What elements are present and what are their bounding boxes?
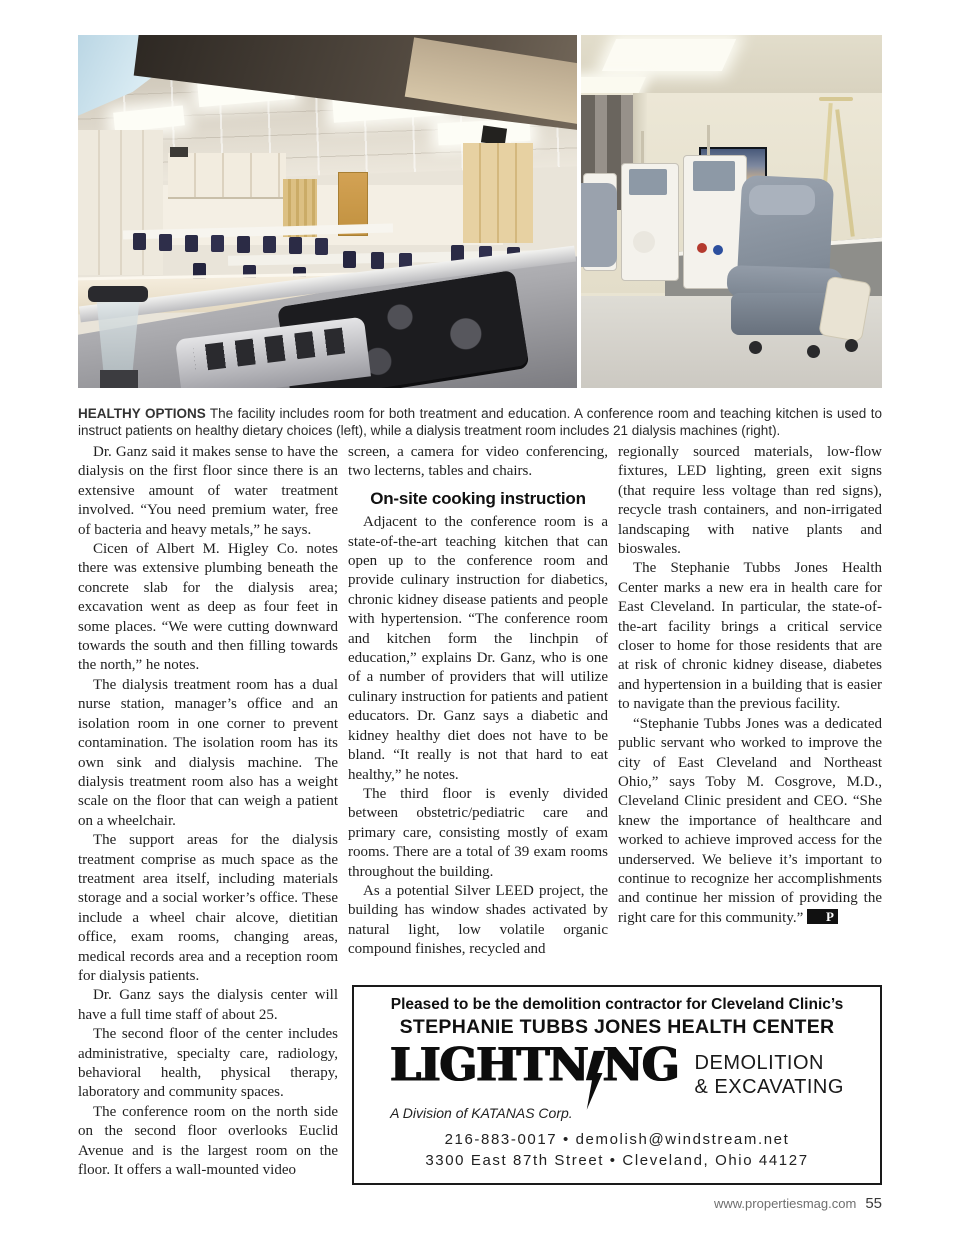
- paragraph: regionally sourced materials, low-flow fixtures, LED lighting, green exit signs (that require less voltage than red signs), recycle trash containers, and non-irrigated landscaping with native plants and bioswales.: [618, 444, 882, 558]
- lightning-bolt-icon: [585, 1049, 606, 1112]
- paragraph-text: “Stephanie Tubbs Jones was a dedicated public servant who worked to improve the city of East Cleveland and Northeast Ohio,” says Toby M. Cosgrove, M.D., Cleveland Clinic president and CEO. “She knew the importance of healthcare and worked to achieve improved access for the underserved. We believe it’s important to continue to recognize her accomplishments and continue her mission of providing the right care for this community.”: [618, 715, 882, 926]
- article-column-3: [618, 443, 882, 928]
- paragraph: Adjacent to the conference room is a state-of-the-art teaching kitchen that can open up to the conference room and provide culinary instruction for diabetics, chronic kidney disease patients and people with hypertension. “The conference room and kitchen form the linchpin of education,” explains Dr. Ganz, who is one of a number of providers that will utilize culinary instruction for patients and patient educators. Dr. Ganz says a diabetic and kidney healthy diet does not have to be bland. “It really is not that hard to eat healthy,” he notes.: [348, 514, 608, 783]
- caster-wheels-shape: [749, 341, 762, 354]
- left-cabinets-shape: [78, 130, 163, 275]
- machine-pole-shape: [641, 131, 644, 167]
- paragraph: The support areas for the dialysis treatment comprise as much space as the treatment area itself, including materials storage and a social worker’s office. These include a wheel chair alcove, dietitian office, exam rooms, changing areas, medical records area and a reception room for dialysis patients.: [78, 832, 338, 984]
- page-footer: [714, 1195, 882, 1213]
- paragraph: The conference room on the north side on the second floor overlooks Euclid Avenue and is the largest room on the floor. It offers a wall-mounted video: [78, 1103, 338, 1179]
- machine-screen-shape: [693, 161, 735, 191]
- article-end-mark: P: [807, 909, 838, 924]
- paragraph: The second floor of the center includes administrative, specialty care, radiology, behavioral health, physical therapy, laboratory and community spaces.: [78, 1026, 338, 1101]
- upper-cabinets-shape: [168, 153, 286, 199]
- ad-service-line: DEMOLITION: [694, 1052, 824, 1074]
- ad-service-line: & EXCAVATING: [694, 1076, 844, 1098]
- blender-lid-shape: [88, 286, 148, 302]
- machine-screen-shape: [629, 169, 667, 195]
- machine-logo-dots: [697, 243, 707, 253]
- section-heading: On-site cooking instruction: [370, 488, 586, 508]
- teaching-kitchen-photo: [78, 35, 577, 388]
- paragraph: The third floor is evenly divided between obstetric/pediatric care and primary care, consisting mostly of exam rooms. There are a total of 39 exam rooms throughout the building.: [348, 785, 608, 880]
- ad-services: [695, 1043, 844, 1099]
- ad-project-name: STEPHANIE TUBBS JONES HEALTH CENTER: [399, 1016, 835, 1038]
- paragraph: [618, 715, 882, 928]
- dialysis-room-photo: [581, 35, 882, 388]
- photo-caption: [78, 405, 882, 440]
- ad-logo-wrap: [390, 1038, 679, 1121]
- footer-page-number: 55: [865, 1195, 882, 1212]
- ad-headline: Pleased to be the demolition contractor for Cleveland Clinic’s: [390, 996, 844, 1013]
- ad-logo-row: [354, 1038, 880, 1121]
- paragraph: Dr. Ganz said it makes sense to have the dialysis on the first floor since there is an extensive amount of water treatment involved. “You need premium water, free of bacteria and heavy metals,” he says.: [78, 444, 338, 538]
- projector-shape: [170, 147, 188, 157]
- caption-label: HEALTHY OPTIONS: [78, 405, 206, 421]
- iv-pole-top-shape: [819, 97, 853, 101]
- caption-text: The facility includes room for both treatment and education. A conference room and teaching kitchen is used to instruct patients on healthy dietary choices (left), while a dialysis treatment room includes 21 dialysis machines (right).: [78, 405, 882, 438]
- lightning-logo: [390, 1038, 679, 1106]
- paragraph: screen, a camera for video conferencing, two lecterns, tables and chairs.: [348, 444, 608, 480]
- ceiling-light-shape: [602, 39, 736, 71]
- ad-address: 3300 East 87th Street • Cleveland, Ohio 44127: [425, 1152, 809, 1169]
- lightning-demolition-ad[interactable]: [352, 985, 882, 1185]
- recliner-headrest-shape: [749, 185, 815, 215]
- right-cabinets-shape: [463, 143, 533, 243]
- paragraph: Cicen of Albert M. Higley Co. notes there was extensive plumbing beneath the concrete slab for the dialysis area; excavation went as deep as four feet in some places. “We were cutting downward towards the south and then filling towards the north,” he notes.: [78, 541, 338, 674]
- ad-division-line: A Division of KATANAS Corp.: [390, 1105, 573, 1121]
- paragraph: Dr. Ganz says the dialysis center will have a full time staff of about 25.: [78, 987, 338, 1023]
- ad-phone-email[interactable]: 216-883-0017 • demolish@windstream.net: [444, 1131, 790, 1148]
- recliner-chair-shape: [581, 183, 617, 267]
- chairs-shape: [133, 233, 146, 250]
- footer-website[interactable]: www.propertiesmag.com: [713, 1196, 857, 1211]
- article-column-1: [78, 443, 338, 1180]
- logo-text-right: NG: [602, 1038, 679, 1092]
- photo-strip: [78, 35, 882, 388]
- article-column-2: [348, 443, 608, 960]
- paragraph: As a potential Silver LEED project, the building has window shades activated by natural light, low volatile organic compound finishes, recycled and: [348, 882, 608, 958]
- logo-text-left: LIGHTN: [390, 1038, 588, 1092]
- paragraph: The dialysis treatment room has a dual nurse station, manager’s office and an isolation room in one corner to prevent contamination. The isolation room has its own sink and dialysis machine. The dialysis treatment room also has a weight scale on the floor that can weigh a patient on a wheelchair.: [78, 676, 338, 829]
- paragraph: The Stephanie Tubbs Jones Health Center marks a new era in health care for East Cleveland. In particular, the state-of-the-art facility brings a critical service closer to home for those residents that are at risk of chronic kidney disease, diabetes and hypertension in a building that is easier to navigate than the previous facility.: [618, 560, 882, 713]
- blender-base-shape: [100, 370, 138, 388]
